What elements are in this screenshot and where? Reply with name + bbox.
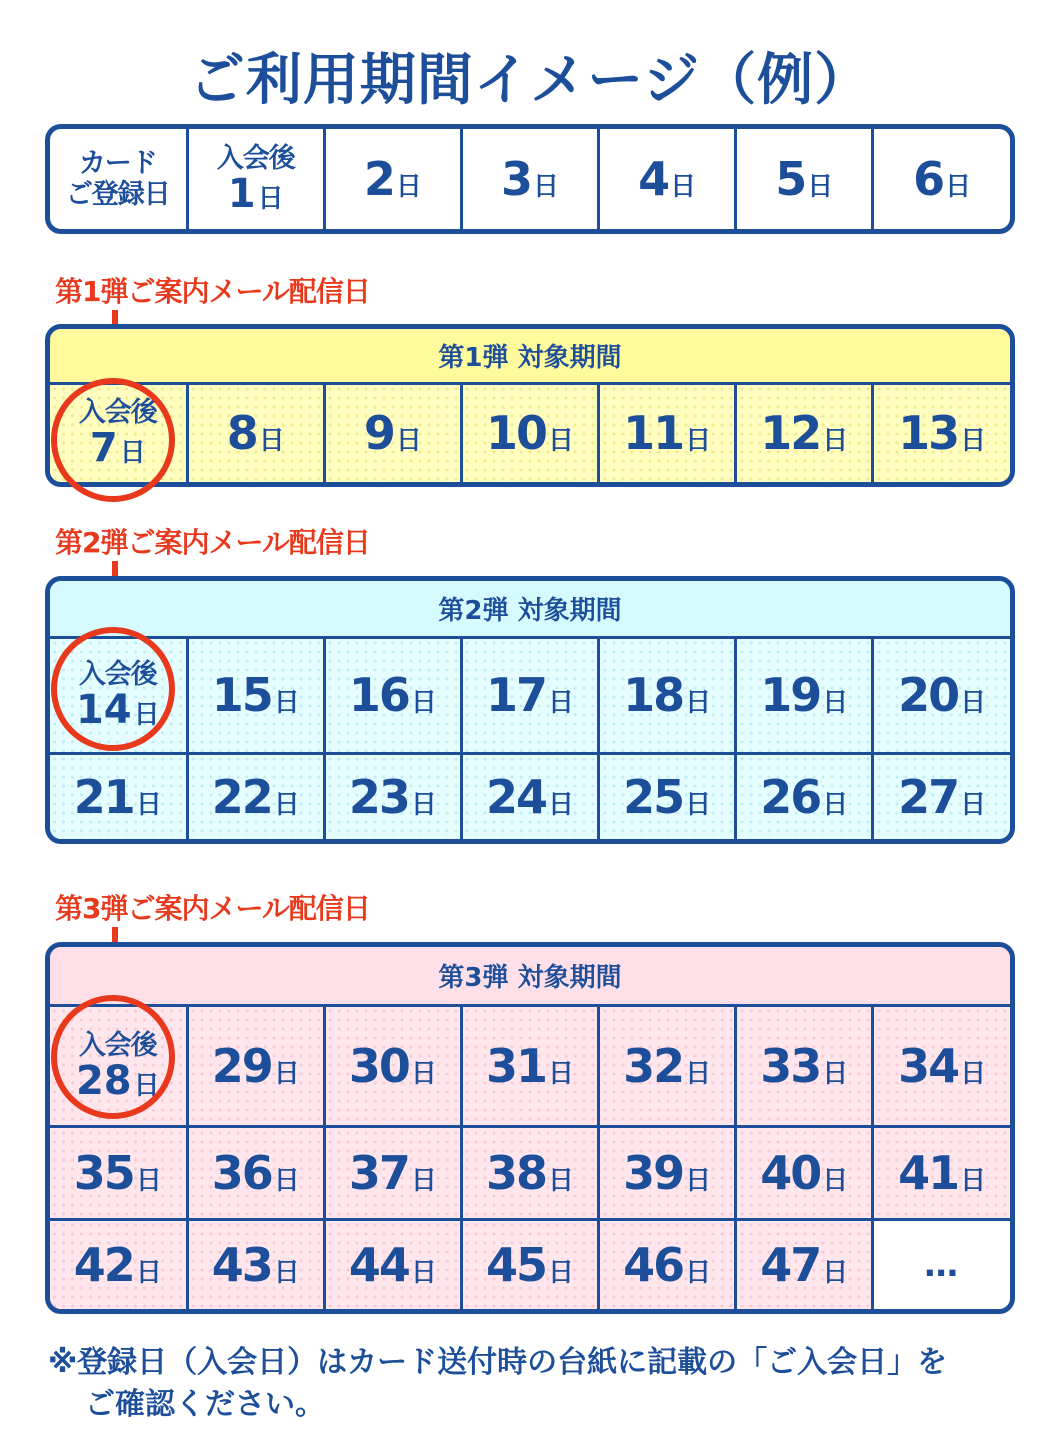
day-cell: [461, 129, 598, 229]
wave3-period-header: 第3弾 対象期間: [50, 947, 1010, 1005]
day-number: 1: [227, 171, 256, 217]
day-number: 15: [211, 668, 272, 723]
day-unit: 日: [822, 1058, 849, 1089]
day-cell: [736, 1127, 873, 1219]
day-unit: 日: [822, 1165, 849, 1196]
day-number: 34: [898, 1038, 959, 1093]
day-number: 30: [348, 1038, 409, 1093]
day-unit: 日: [685, 1165, 712, 1196]
day-cell: [736, 1219, 873, 1309]
wave2-period-header: 第2弾 対象期間: [50, 581, 1010, 637]
day-cell: [461, 1219, 598, 1309]
footnote-line1: ※登録日（入会日）はカード送付時の台紙に記載の「ご入会日」を: [48, 1345, 948, 1380]
day-unit: 日: [532, 172, 559, 202]
day-number: 21: [73, 769, 134, 824]
day-number: 9: [363, 406, 394, 461]
day-number: 40: [760, 1145, 821, 1200]
wave2-day-14-cell: [50, 637, 187, 753]
wave2-period-grid: [45, 576, 1015, 844]
day-cell: [187, 637, 324, 753]
day-number: 26: [760, 769, 821, 824]
day-unit: 日: [685, 426, 712, 457]
day-unit: 日: [547, 1165, 574, 1196]
day-number: 46: [623, 1237, 684, 1292]
day-cell: [736, 637, 873, 753]
day-number: 36: [211, 1145, 272, 1200]
wave1-mail-label: 第1弾ご案内メール配信日: [55, 275, 370, 308]
wave1-period-grid: [45, 324, 1015, 487]
day-cell: [873, 637, 1010, 753]
day-cell: [461, 637, 598, 753]
day-unit: 日: [133, 1070, 160, 1101]
day-unit: 日: [822, 688, 849, 719]
day-unit: 日: [822, 426, 849, 457]
day-unit: 日: [685, 1058, 712, 1089]
day-cell: [873, 129, 1010, 229]
day-cell: [324, 1005, 461, 1127]
day-number: 11: [623, 406, 684, 461]
day-number: 24: [485, 769, 546, 824]
day-cell: [461, 753, 598, 839]
day-cell: [736, 1005, 873, 1127]
day-number: 42: [73, 1237, 134, 1292]
day-1-cell: [187, 129, 324, 229]
day-cell: [599, 383, 736, 482]
day-unit: 日: [273, 1165, 300, 1196]
day-cell: [187, 1219, 324, 1309]
day-cell: [599, 637, 736, 753]
day-number: 17: [485, 668, 546, 723]
day-unit: 日: [395, 172, 422, 202]
wave2-mail-label: 第2弾ご案内メール配信日: [55, 526, 370, 559]
day-unit: 日: [410, 1165, 437, 1196]
day-cell: [599, 1005, 736, 1127]
day-cell: [50, 753, 187, 839]
day-unit: 日: [119, 438, 146, 469]
day-cell: [461, 1127, 598, 1219]
day-number: 25: [623, 769, 684, 824]
day-number: 3: [500, 152, 531, 206]
day-cell: [599, 1127, 736, 1219]
day-cell: [736, 753, 873, 839]
day-number: 14: [75, 687, 132, 734]
after-join-label: 入会後: [78, 1029, 157, 1061]
after-join-label: 入会後: [78, 659, 157, 691]
day-unit: 日: [960, 789, 987, 820]
day-unit: 日: [395, 426, 422, 457]
day-number: 8: [226, 406, 257, 461]
day-number: 22: [211, 769, 272, 824]
day-cell: [324, 383, 461, 482]
day-unit: 日: [547, 1257, 574, 1288]
continuation-cell: [873, 1219, 1010, 1309]
day-unit: 日: [135, 1165, 162, 1196]
day-unit: 日: [273, 1257, 300, 1288]
day-cell: [187, 383, 324, 482]
page-title: ご利用期間イメージ（例）: [188, 48, 872, 113]
day-unit: 日: [670, 172, 697, 202]
day-number: 38: [485, 1145, 546, 1200]
day-number: 39: [623, 1145, 684, 1200]
day-number: 13: [898, 406, 959, 461]
day-number: 20: [898, 668, 959, 723]
day-cell: [324, 1127, 461, 1219]
day-unit: 日: [257, 184, 284, 214]
day-unit: 日: [685, 1257, 712, 1288]
day-cell: [324, 753, 461, 839]
day-unit: 日: [273, 789, 300, 820]
day-cell: [461, 383, 598, 482]
day-unit: 日: [410, 1058, 437, 1089]
day-number: 43: [211, 1237, 272, 1292]
day-cell: [599, 753, 736, 839]
wave3-period-grid: [45, 942, 1015, 1314]
wave1-day-7-cell: [50, 383, 187, 482]
day-unit: 日: [960, 426, 987, 457]
day-number: 37: [348, 1145, 409, 1200]
day-unit: 日: [410, 688, 437, 719]
day-number: 29: [211, 1038, 272, 1093]
wave3-mail-label: 第3弾ご案内メール配信日: [55, 892, 370, 925]
after-join-label: 入会後: [216, 143, 295, 174]
wave1-period-header: 第1弾 対象期間: [50, 329, 1010, 383]
day-cell: [736, 129, 873, 229]
day-unit: 日: [960, 1165, 987, 1196]
day-cell: [461, 1005, 598, 1127]
day-cell: [873, 753, 1010, 839]
day-cell: [873, 1005, 1010, 1127]
day-number: 32: [623, 1038, 684, 1093]
day-cell: [324, 637, 461, 753]
day-number: 31: [485, 1038, 546, 1093]
wave3-day-28-cell: [50, 1005, 187, 1127]
registration-day-label: ご登録日: [65, 179, 170, 210]
day-unit: 日: [273, 688, 300, 719]
day-unit: 日: [822, 789, 849, 820]
card-label: カード: [78, 148, 157, 179]
day-number: 18: [623, 668, 684, 723]
day-number: 6: [913, 152, 944, 206]
day-unit: 日: [273, 1058, 300, 1089]
day-number: 47: [760, 1237, 821, 1292]
day-number: 45: [485, 1237, 546, 1292]
day-unit: 日: [547, 789, 574, 820]
day-unit: 日: [822, 1257, 849, 1288]
day-cell: [599, 1219, 736, 1309]
day-cell: [736, 383, 873, 482]
day-cell: [187, 753, 324, 839]
day-number: 7: [89, 425, 118, 472]
day-cell: [50, 1219, 187, 1309]
day-number: 33: [760, 1038, 821, 1093]
day-number: 10: [485, 406, 546, 461]
day-unit: 日: [945, 172, 972, 202]
footnote: [48, 1342, 1028, 1426]
day-cell: [187, 1127, 324, 1219]
day-number: 27: [898, 769, 959, 824]
day-cell: [873, 383, 1010, 482]
day-unit: 日: [685, 789, 712, 820]
day-unit: 日: [547, 426, 574, 457]
day-cell: [50, 1127, 187, 1219]
day-cell: [599, 129, 736, 229]
footnote-line2: ご確認ください。: [85, 1387, 325, 1422]
day-cell: [324, 129, 461, 229]
day-unit: 日: [547, 688, 574, 719]
day-number: 16: [348, 668, 409, 723]
card-registration-day-cell: [50, 129, 187, 229]
ellipsis: …: [924, 1244, 961, 1285]
day-unit: 日: [547, 1058, 574, 1089]
day-unit: 日: [410, 789, 437, 820]
day-number: 28: [75, 1057, 132, 1104]
day-cell: [324, 1219, 461, 1309]
day-unit: 日: [135, 789, 162, 820]
day-number: 2: [363, 152, 394, 206]
day-cell: [873, 1127, 1010, 1219]
day-unit: 日: [133, 700, 160, 731]
after-join-label: 入会後: [78, 397, 157, 429]
signup-days-row: [45, 124, 1015, 234]
day-number: 4: [638, 152, 669, 206]
day-unit: 日: [135, 1257, 162, 1288]
day-number: 35: [73, 1145, 134, 1200]
day-number: 19: [760, 668, 821, 723]
day-unit: 日: [685, 688, 712, 719]
day-unit: 日: [960, 688, 987, 719]
day-number: 12: [760, 406, 821, 461]
day-cell: [187, 1005, 324, 1127]
day-unit: 日: [807, 172, 834, 202]
day-unit: 日: [410, 1257, 437, 1288]
day-unit: 日: [258, 426, 285, 457]
day-number: 23: [348, 769, 409, 824]
day-number: 5: [775, 152, 806, 206]
day-number: 44: [348, 1237, 409, 1292]
day-unit: 日: [960, 1058, 987, 1089]
day-number: 41: [898, 1145, 959, 1200]
